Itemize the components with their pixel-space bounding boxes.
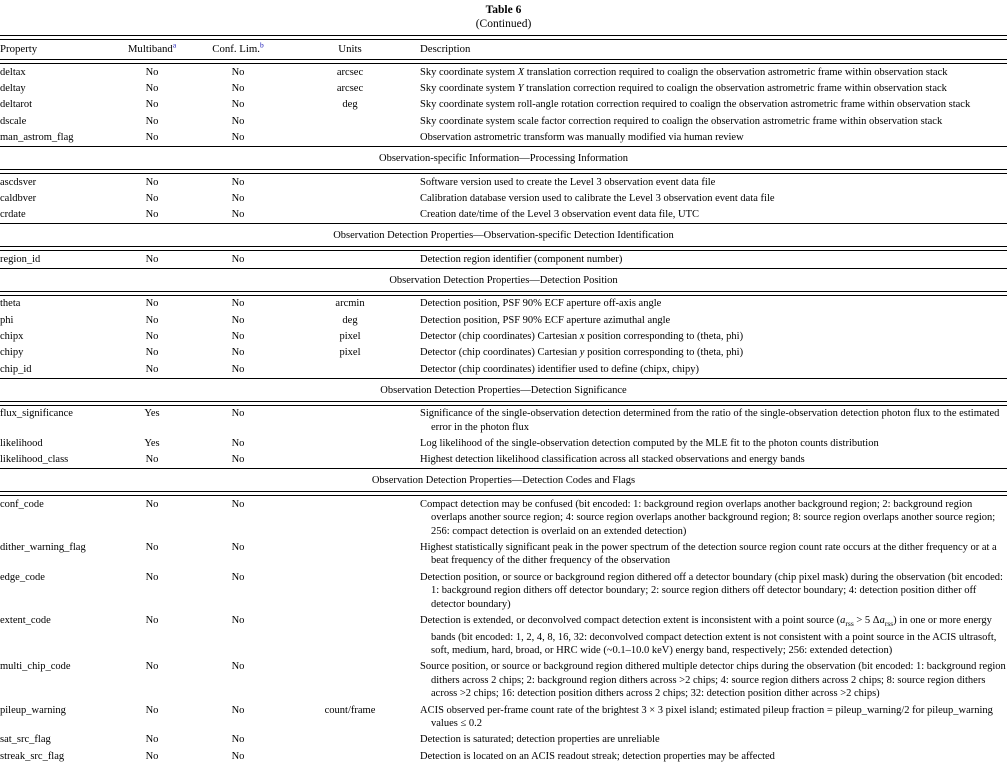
cell-multiband: No: [145, 347, 159, 359]
cell-conf-lim: No: [231, 750, 245, 762]
cell-property: region_id: [0, 253, 41, 265]
cell-property: theta: [0, 298, 21, 310]
cell-property: likelihood_class: [0, 454, 69, 466]
cell-property: conf_code: [0, 498, 44, 510]
cell-units: [280, 207, 420, 224]
cell-units: pixel: [339, 330, 361, 342]
cell-description: Source position, or source or background region dithered multiple detector chips during the observation (bit encoded: 1: background region dithers across 2 chips; 2: background region dithers across >2 chips; 4: source region dithers across 2 chips; 8: source region dithers across >2 chips; 16: detection position dithers across 2 chips; 32: detection position dither across >2 chips): [420, 661, 1006, 700]
table-page: [0, 3, 1007, 765]
table-row: [0, 748, 1007, 764]
section-header: Observation Detection Properties—Detection Significance: [380, 384, 627, 396]
cell-property: ascdsver: [0, 176, 37, 188]
section-header: Observation Detection Properties—Detection Position: [389, 274, 618, 286]
cell-multiband: No: [145, 253, 159, 265]
cell-description: Detector (chip coordinates) Cartesian y position corresponding to (theta, phi): [420, 347, 744, 359]
cell-property: caldbver: [0, 192, 37, 204]
cell-description: Highest statistically significant peak in the power spectrum of the detection source region count rate occurs at the dither frequency or at a beat frequency of the dither frequency of the observation: [420, 542, 997, 567]
cell-units: [280, 540, 420, 570]
cell-multiband: No: [145, 734, 159, 746]
column-header-multiband: Multiband$^a$: [127, 40, 177, 55]
cell-property: chipy: [0, 347, 24, 359]
cell-conf-lim: No: [231, 115, 245, 127]
cell-multiband: No: [145, 298, 159, 310]
cell-conf-lim: No: [231, 704, 245, 716]
cell-units: [280, 405, 420, 435]
footnote-marker-a[interactable]: a: [172, 40, 177, 50]
table-row: [0, 540, 1007, 570]
table-row: [0, 405, 1007, 435]
cell-conf-lim: No: [231, 82, 245, 94]
section-header: Observation Detection Properties—Detection Codes and Flags: [371, 475, 636, 487]
cell-description: Highest detection likelihood classification across all stacked observations and energy bands: [420, 454, 805, 466]
cell-property: sat_src_flag: [0, 734, 51, 746]
cell-property: dscale: [0, 115, 27, 127]
cell-units: [280, 613, 420, 659]
column-header-description: Description: [420, 43, 471, 55]
cell-description: Detection is extended, or deconvolved compact detection extent is inconsistent with a point source ($a_{rss} > 5$ $\Delta a_{rss}$) in one or more energy bands (bit encoded: 1, 2, 4, 8, 16, 32: deconvolved compact detection extent is not consistent with a point source in the ACIS ultrasoft, soft, medium, hard, broad, or HRC wide (~0.1–10.0 keV) energy band, respectively; 256: extended detection): [420, 615, 997, 656]
cell-units: [280, 436, 420, 452]
cell-multiband: No: [145, 363, 159, 375]
cell-units: [280, 190, 420, 206]
cell-multiband: Yes: [144, 438, 160, 449]
properties-table: [0, 35, 1007, 765]
cell-multiband: Yes: [144, 408, 160, 420]
cell-units: [280, 452, 420, 469]
cell-multiband: No: [145, 704, 159, 716]
cell-units: arcsec: [336, 82, 364, 94]
cell-description: Significance of the single-observation detection determined from the ratio of the single-observation detection photon flux to the estimated error in the photon flux: [420, 408, 1000, 433]
cell-description: Calibration database version used to calibrate the Level 3 observation event data file: [420, 192, 775, 204]
table-title: Table 6: [485, 4, 522, 16]
cell-conf-lim: No: [231, 253, 245, 265]
table-row: [0, 64, 1007, 81]
cell-conf-lim: No: [231, 571, 245, 583]
cell-property: man_astrom_flag: [0, 132, 74, 144]
cell-multiband: No: [145, 661, 159, 673]
table-row: [0, 174, 1007, 191]
cell-conf-lim: No: [231, 734, 245, 746]
cell-property: likelihood: [0, 438, 43, 449]
cell-units: deg: [342, 99, 358, 111]
table-row: [0, 312, 1007, 328]
cell-conf-lim: No: [231, 66, 245, 78]
cell-conf-lim: No: [231, 615, 245, 627]
cell-description: Compact detection may be confused (bit encoded: 1: background region overlaps another background region; 2: background region overlaps another source region; 4: source region overlaps another background region; 8: source region overlaps another source region; 256: compact detection is overlaid on an extended detection): [420, 498, 996, 537]
table-row: [0, 190, 1007, 206]
cell-multiband: No: [145, 498, 159, 510]
cell-conf-lim: No: [231, 176, 245, 188]
cell-property: flux_significance: [0, 408, 73, 420]
cell-units: [280, 130, 420, 147]
cell-conf-lim: No: [231, 330, 245, 342]
table-row: [0, 207, 1007, 224]
column-header-conf-lim: Conf. Lim.$^b$: [212, 40, 264, 55]
column-header-property: Property: [0, 43, 38, 55]
cell-units: [280, 659, 420, 702]
cell-multiband: No: [145, 542, 159, 554]
cell-description: Sky coordinate system Y translation correction required to coalign the observation astrometric frame within observation stack: [420, 82, 947, 94]
table-row: [0, 328, 1007, 344]
table-row: [0, 496, 1007, 540]
cell-multiband: No: [145, 176, 159, 188]
cell-property: crdate: [0, 209, 26, 221]
table-row: [0, 361, 1007, 378]
cell-property: pileup_warning: [0, 704, 66, 716]
cell-description: Detection position, PSF 90% ECF aperture azimuthal angle: [420, 314, 671, 326]
cell-conf-lim: No: [231, 347, 245, 359]
table-row: [0, 295, 1007, 312]
cell-units: [280, 748, 420, 764]
cell-property: edge_code: [0, 571, 45, 583]
cell-property: deltax: [0, 66, 26, 78]
cell-multiband: No: [145, 454, 159, 466]
cell-multiband: No: [145, 132, 159, 144]
column-header-units: Units: [338, 43, 362, 55]
table-body: [0, 36, 1007, 765]
cell-units: [280, 732, 420, 748]
cell-description: Detector (chip coordinates) Cartesian x position corresponding to (theta, phi): [420, 330, 744, 342]
cell-description: Detection is saturated; detection properties are unreliable: [420, 734, 660, 746]
cell-conf-lim: No: [231, 298, 245, 310]
table-row: [0, 436, 1007, 452]
cell-description: Detector (chip coordinates) identifier used to define (chipx, chipy): [420, 363, 700, 375]
cell-conf-lim: No: [231, 454, 245, 466]
table-row: [0, 732, 1007, 748]
cell-conf-lim: No: [231, 438, 245, 449]
cell-property: extent_code: [0, 615, 51, 627]
cell-units: arcsec: [336, 66, 364, 78]
table-row: [0, 130, 1007, 147]
cell-multiband: No: [145, 314, 159, 326]
cell-conf-lim: No: [231, 314, 245, 326]
cell-property: chip_id: [0, 363, 32, 375]
cell-multiband: No: [145, 571, 159, 583]
table-row: [0, 702, 1007, 732]
cell-property: dither_warning_flag: [0, 542, 86, 554]
cell-description: Detection position, or source or background region dithered off a detector boundary (chip pixel mask) during the observation (bit encoded: 1: background region dithers off detector boundary; 2: source region dithers off detector boundary; 4: detection position dither off detector boundary): [420, 571, 1003, 610]
cell-description: Sky coordinate system scale factor correction required to coalign the observation astrometric frame within observation stack: [420, 115, 943, 127]
cell-multiband: No: [145, 66, 159, 78]
cell-units: deg: [342, 314, 358, 326]
table-row: [0, 97, 1007, 113]
table-row: [0, 251, 1007, 268]
footnote-marker-b[interactable]: b: [259, 40, 264, 50]
cell-conf-lim: No: [231, 192, 245, 204]
cell-conf-lim: No: [231, 209, 245, 221]
cell-multiband: No: [145, 82, 159, 94]
cell-conf-lim: No: [231, 99, 245, 111]
cell-units: [280, 174, 420, 191]
cell-multiband: No: [145, 192, 159, 204]
cell-conf-lim: No: [231, 542, 245, 554]
cell-multiband: No: [145, 615, 159, 627]
cell-description: Log likelihood of the single-observation detection computed by the MLE fit to the photon counts distribution: [420, 438, 879, 449]
cell-multiband: No: [145, 750, 159, 762]
cell-units: [280, 496, 420, 540]
cell-units: pixel: [339, 347, 361, 359]
table-row: [0, 569, 1007, 612]
cell-property: streak_src_flag: [0, 750, 65, 762]
cell-conf-lim: No: [231, 661, 245, 673]
cell-units: [280, 569, 420, 612]
cell-conf-lim: No: [231, 132, 245, 144]
cell-description: Detection position, PSF 90% ECF aperture off-axis angle: [420, 298, 662, 310]
cell-conf-lim: No: [231, 363, 245, 375]
cell-multiband: No: [145, 115, 159, 127]
cell-property: deltay: [0, 82, 26, 94]
cell-units: [280, 361, 420, 378]
cell-description: Software version used to create the Level 3 observation event data file: [420, 176, 716, 188]
table-row: [0, 113, 1007, 129]
cell-property: chipx: [0, 330, 24, 342]
cell-units: count/frame: [324, 704, 376, 716]
cell-units: [280, 251, 420, 268]
cell-description: Sky coordinate system roll-angle rotation correction required to coalign the observation astrometric frame within observation stack: [420, 99, 971, 111]
cell-description: Observation astrometric transform was manually modified via human review: [420, 132, 744, 144]
cell-description: ACIS observed per-frame count rate of the brightest 3 × 3 pixel island; estimated pileup fraction = pileup_warning/2 for pileup_warning values ≤ 0.2: [420, 704, 993, 729]
cell-conf-lim: No: [231, 408, 245, 420]
cell-units: [280, 113, 420, 129]
section-header: Observation Detection Properties—Observation-specific Detection Identification: [333, 230, 674, 242]
table-row: [0, 452, 1007, 469]
cell-units: arcmin: [335, 298, 365, 310]
cell-description: Creation date/time of the Level 3 observation event data file, UTC: [420, 209, 700, 221]
table-subtitle: (Continued): [475, 18, 532, 30]
cell-property: multi_chip_code: [0, 661, 71, 673]
cell-property: phi: [0, 314, 14, 326]
cell-multiband: No: [145, 99, 159, 111]
cell-description: Sky coordinate system X translation correction required to coalign the observation astrometric frame within observation stack: [420, 66, 948, 78]
table-row: [0, 80, 1007, 96]
cell-multiband: No: [145, 330, 159, 342]
cell-property: deltarot: [0, 99, 33, 111]
table-row: [0, 659, 1007, 702]
cell-multiband: No: [145, 209, 159, 221]
cell-conf-lim: No: [231, 498, 245, 510]
section-header: Observation-specific Information—Processing Information: [378, 153, 629, 165]
cell-description: Detection is located on an ACIS readout streak; detection properties may be affected: [420, 750, 775, 762]
cell-description: Detection region identifier (component number): [420, 253, 623, 265]
table-row: [0, 613, 1007, 659]
table-row: [0, 345, 1007, 361]
